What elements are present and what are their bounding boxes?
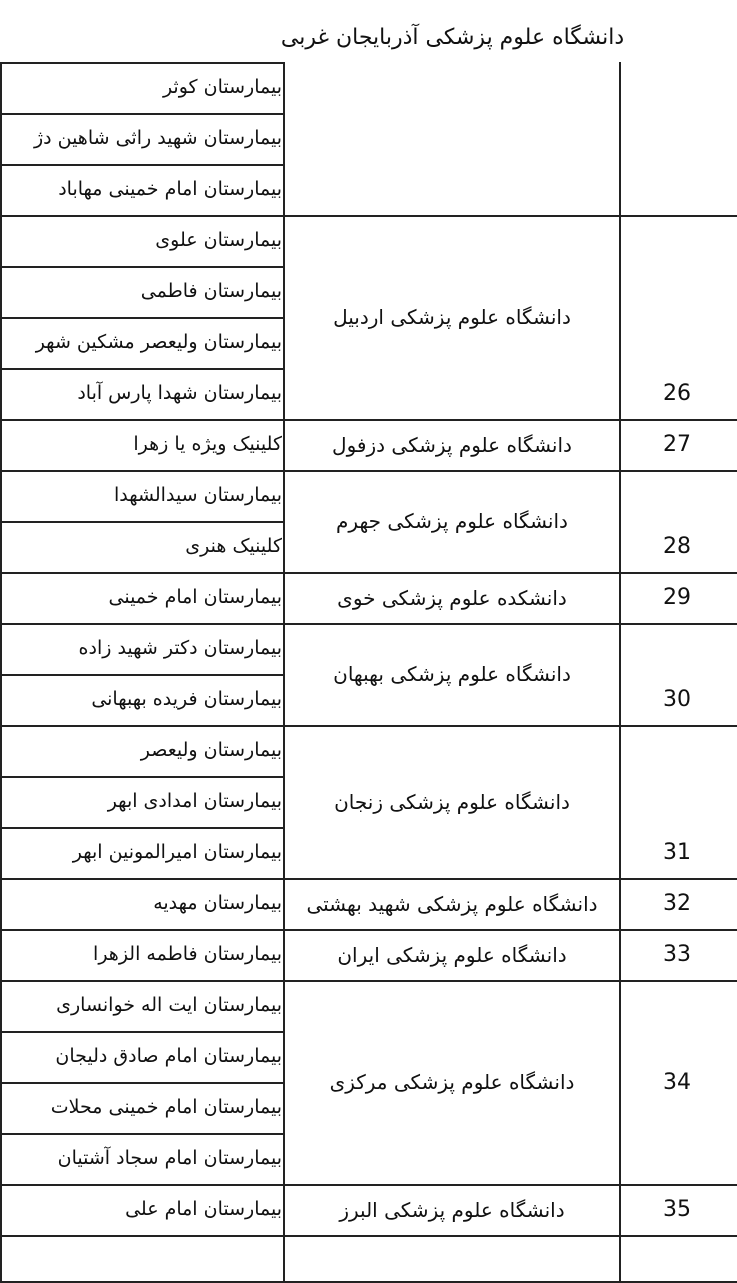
group-divider xyxy=(0,1235,737,1237)
university-name: دانشگاه علوم پزشکی شهید بهشتی xyxy=(306,891,598,916)
row-number: 34 xyxy=(663,1069,691,1095)
hospital-name: بیمارستان علوی xyxy=(155,229,282,251)
group-divider xyxy=(0,929,737,931)
group-divider xyxy=(0,878,737,880)
hospital-divider xyxy=(0,1031,284,1033)
hospital-name: بیمارستان ایت اله خوانساری xyxy=(56,994,282,1016)
group-divider xyxy=(0,215,737,217)
group-divider xyxy=(0,725,737,727)
row-number: 32 xyxy=(663,890,691,916)
hospital-name: بیمارستان مهدیه xyxy=(153,892,282,914)
table-top-border xyxy=(0,62,284,64)
hospital-divider xyxy=(0,521,284,523)
row-number: 27 xyxy=(663,431,691,457)
hospital-divider xyxy=(0,1133,284,1135)
hospital-divider xyxy=(0,113,284,115)
hospital-name: کلینیک ویژه یا زهرا xyxy=(133,433,282,455)
hospital-name: بیمارستان کوثر xyxy=(162,76,282,98)
group-divider xyxy=(0,572,737,574)
group-divider xyxy=(0,419,737,421)
hospital-name: بیمارستان شهید راثی شاهین دژ xyxy=(33,127,282,149)
table-left-border xyxy=(0,62,2,1283)
group-divider xyxy=(0,980,737,982)
hospital-divider xyxy=(0,164,284,166)
hospital-name: بیمارستان امام خمینی محلات xyxy=(50,1096,282,1118)
university-name: دانشگاه علوم پزشکی بهبهان xyxy=(333,662,571,686)
group-divider xyxy=(0,623,737,625)
row-number: 31 xyxy=(663,839,691,865)
group-divider xyxy=(0,1184,737,1186)
column-divider-number xyxy=(619,62,621,1283)
university-name: دانشکده علوم پزشکی خوی xyxy=(337,585,567,610)
row-number: 30 xyxy=(663,686,691,712)
row-number: 26 xyxy=(663,380,691,406)
hospital-name: بیمارستان ولیعصر مشکین شهر xyxy=(35,331,282,353)
university-name: دانشگاه علوم پزشکی زنجان xyxy=(334,789,570,814)
university-name: دانشگاه علوم پزشکی مرکزی xyxy=(329,1070,575,1094)
university-name: دانشگاه علوم پزشکی اردبیل xyxy=(333,305,571,329)
hospital-name: بیمارستان سیدالشهدا xyxy=(113,484,282,506)
hospital-divider xyxy=(0,776,284,778)
hospital-name: بیمارستان فاطمه الزهرا xyxy=(93,943,282,965)
row-number: 29 xyxy=(663,584,691,610)
hospital-name: کلینیک هنری xyxy=(185,535,282,557)
hospital-name: بیمارستان امام خمینی مهاباد xyxy=(58,178,282,200)
hospital-name: بیمارستان شهدا پارس آباد xyxy=(77,382,282,404)
hospital-name: بیمارستان امام خمینی xyxy=(108,586,282,608)
university-name: دانشگاه علوم پزشکی البرز xyxy=(339,1197,565,1222)
hospital-divider xyxy=(0,368,284,370)
hospital-divider xyxy=(0,827,284,829)
hospital-name: بیمارستان فاطمی xyxy=(140,280,282,302)
hospital-name: بیمارستان امام علی xyxy=(125,1198,282,1220)
university-name: دانشگاه علوم پزشکی ایران xyxy=(337,942,567,967)
hospital-name: بیمارستان امدادی ابهر xyxy=(107,790,282,812)
hospital-name: بیمارستان دکتر شهید زاده xyxy=(78,637,282,659)
column-divider-hospital xyxy=(283,62,285,1283)
hospital-divider xyxy=(0,674,284,676)
university-name: دانشگاه علوم پزشکی دزفول xyxy=(332,432,572,457)
hospital-name: بیمارستان امیرالمونین ابهر xyxy=(72,841,282,863)
hospital-name: بیمارستان امام سجاد آشتیان xyxy=(57,1147,282,1169)
hospital-name: بیمارستان امام صادق دلیجان xyxy=(55,1045,282,1067)
hospital-name: بیمارستان ولیعصر xyxy=(140,739,282,761)
hospital-divider xyxy=(0,1082,284,1084)
table-header-university: دانشگاه علوم پزشکی آذربایجان غربی xyxy=(280,24,625,50)
row-number: 33 xyxy=(663,941,691,967)
university-name: دانشگاه علوم پزشکی جهرم xyxy=(336,509,568,533)
row-number: 28 xyxy=(663,533,691,559)
hospital-name: بیمارستان فریده بهبهانی xyxy=(91,688,282,710)
group-divider xyxy=(0,470,737,472)
row-number: 35 xyxy=(663,1196,691,1222)
hospital-divider xyxy=(0,317,284,319)
hospital-divider xyxy=(0,266,284,268)
